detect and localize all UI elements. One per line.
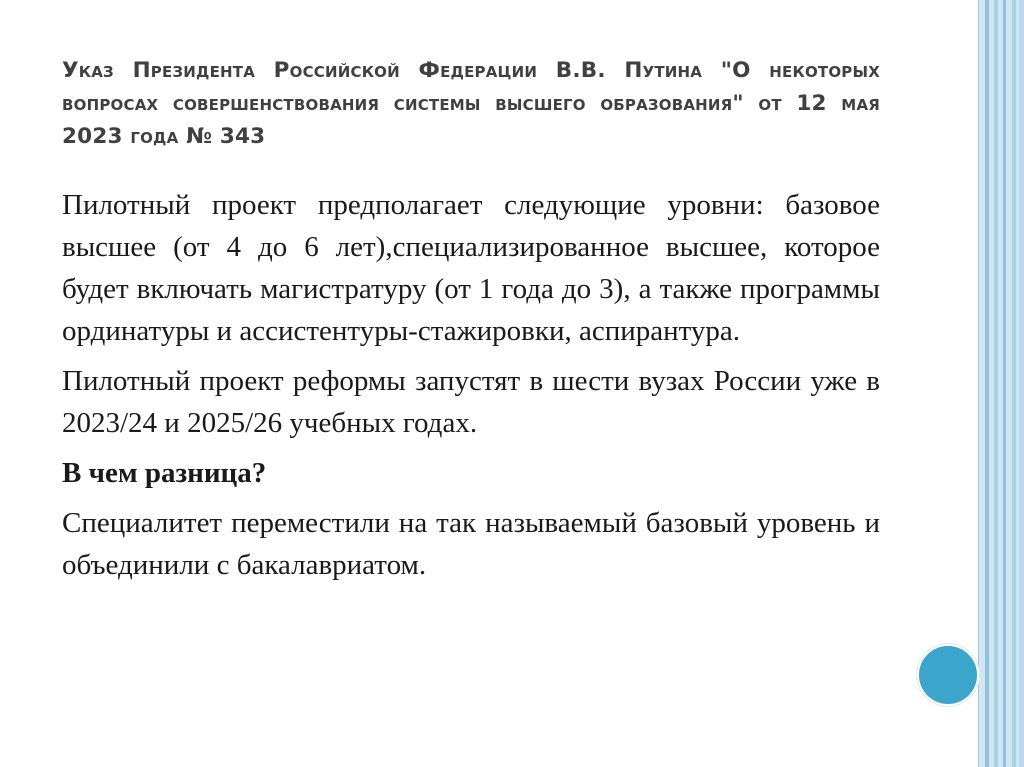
paragraph-question-heading: В чем разница? — [62, 457, 267, 489]
paragraph-pilot-launch: Пилотный проект реформы запустят в шести вузах России уже в 2023/24 и 2025/26 учебных годах. — [62, 365, 880, 439]
decorative-stripe — [985, 0, 989, 767]
decorative-divider — [978, 0, 979, 767]
decorative-stripe — [1003, 0, 1006, 767]
paragraph-levels: Пилотный проект предполагает следующие уровни: базовое высшее (от 4 до 6 лет),специализированное высшее, которое будет включать магистратуру (от 1 года до 3), а также программы ординатуры и ассистентуры-стажировки, аспирантура. — [62, 189, 880, 347]
slide-title: Указ Президента Российской Федерации В.В. Путина "О некоторых вопросах совершенствования системы высшего образования" от 12 мая 2023 года № 343 — [62, 58, 880, 149]
slide-body — [62, 184, 880, 594]
paragraph-answer: Специалитет переместили на так называемый базовый уровень и объединили с бакалавриатом. — [62, 507, 880, 581]
decorative-stripe — [1012, 0, 1016, 767]
decorative-stripe — [1019, 0, 1024, 767]
decorative-stripe — [994, 0, 998, 767]
decorative-circle-icon — [917, 644, 979, 706]
